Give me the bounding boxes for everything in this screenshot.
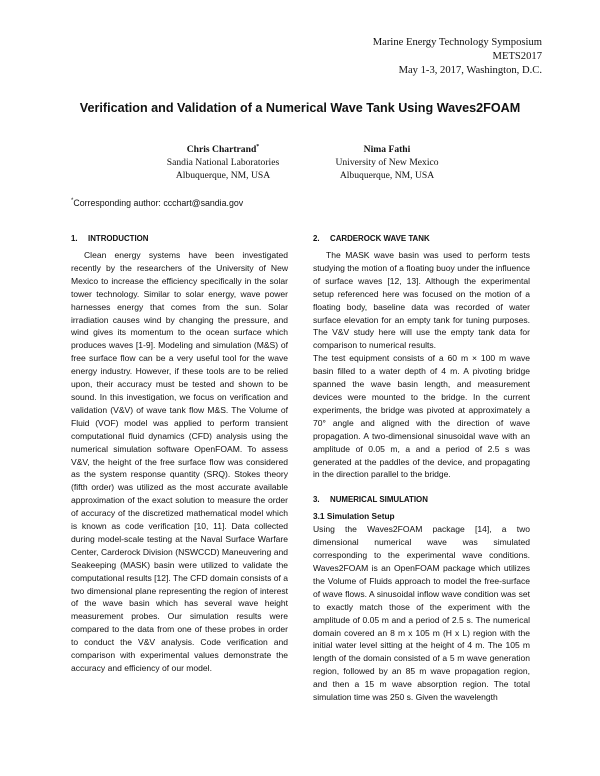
author-affiliation: University of New Mexico xyxy=(335,157,439,169)
section-heading-introduction xyxy=(71,233,288,246)
carderock-paragraph-2: The test equipment consists of a 60 m × 100 m wave basin filled to a water depth of 4 m. A pivoting bridge spanned the wave basin length, and measurement devices were mounted to the bridge. In the current experiments, the bridge was pivoted at approximately a 70° angle and aligned with the direction of wave propagation. A two-dimensional sinusoidal wave with an amplitude of 0.05 m, a and a period of 2.5 s was generated at the paddles of the device, and propagating in the direction parallel to the bridge. xyxy=(313,353,530,480)
paper-title: Verification and Validation of a Numerical Wave Tank Using Waves2FOAM xyxy=(79,101,521,115)
conference-acronym: METS2017 xyxy=(492,51,542,63)
carderock-paragraph-1: The MASK wave basin was used to perform tests studying the motion of a floating buoy under the influence of surface waves [12, 13]. Although the experimental setup referenced here was focused on the motion of a floating body, baseline data was recorded of water surface elevation for an empty tank for tuning purposes. The V&V study here will use the empty tank data for comparison to numerical results. xyxy=(313,250,530,351)
section-title: CARDEROCK WAVE TANK xyxy=(330,234,430,243)
corresponding-text: Corresponding author: ccchart@sandia.gov xyxy=(73,198,244,208)
author-location: Albuquerque, NM, USA xyxy=(175,170,271,182)
section-number: 1. xyxy=(71,234,78,243)
section-number: 2. xyxy=(313,234,320,243)
section-heading-carderock xyxy=(313,233,530,246)
author-name: Nima Fathi xyxy=(363,144,411,156)
numerical-paragraph: Using the Waves2FOAM package [14], a two dimensional numerical wave was simulated corresponding to the experimental wave conditions. Waves2FOAM is an OpenFOAM package which utilizes the Volume of Fluids approach to model the free-surface of wave flows. A sinusoidal inflow wave condition was set to exactly match those of the experiment with the amplitude of 0.05 m and a period of 2.5 s. The numerical domain covered an 8 m x 105 m (H x L) region with the initial water level sitting at the height of 4 m. The 105 m length of the domain consisted of a 5 m wave generation region, followed by an 85 m wave propagation region, and then a 15 m wave absorption region. The total simulation time was 250 s. Given the wavelength xyxy=(313,524,530,703)
author-block-1 xyxy=(132,141,314,182)
section-number: 3. xyxy=(313,495,320,505)
introduction-paragraph: Clean energy systems have been investigated recently by the researchers of the University of New Mexico to increase the efficiency specifically in the solar tower technology. Similar to solar energy, wave power harnesses energy that comes from the sun. Solar irradiation causes wind by changing the pressure, and wind gives its momentum to the ocean surface which produces waves [1-9]. Modeling and simulation (M&S) of free surface flow can be a very useful tool for the wave energy industry. However, if these tools are to be relied upon, their accuracy must be tested and shown to be sound. In this investigation, we focus on verification and validation (V&V) of wave tank flow M&S. The Volume of Fluid (VOF) model was applied to perform transient computational fluid dynamics (CFD) analysis using the numerical simulation software OpenFOAM. To assess V&V, the height of the free surface flow was considered as the system response quantity (SRQ). Stokes theory (fifth order) was utilized as the most accurate available approximation of the exact solution to measure the order of accuracy of the discretized mathematical model which is known as code verification [10, 11]. Data collected during model-scale testing at the Naval Surface Warfare Center, Carderock Division (NSWCCD) Maneuvering and Seakeeping (MASK) basin were utilized to validate the computational results [12]. The CFD domain consists of a two dimensional plane representing the region of interest of the wave basin which has several wave height measurement probes. Our simulation results were compared to the data from one of these probes in order to conduct the V&V analysis. Code verification and comparison with experimental values demonstrate the accuracy and efficiency of our model. xyxy=(71,250,288,673)
section-title: INTRODUCTION xyxy=(88,234,149,243)
author-affiliation: Sandia National Laboratories xyxy=(166,157,280,169)
corresponding-author-note xyxy=(71,198,243,208)
author-name: Chris Chartrand xyxy=(186,144,257,156)
right-column xyxy=(313,233,530,704)
subsection-heading: 3.1 Simulation Setup xyxy=(313,511,395,522)
conference-header xyxy=(373,36,542,79)
left-column xyxy=(71,233,288,675)
author-mark: * xyxy=(256,144,260,150)
author-block-2 xyxy=(318,141,456,182)
conference-name: Marine Energy Technology Symposium xyxy=(372,37,542,48)
section-heading-numerical xyxy=(313,494,530,507)
author-location: Albuquerque, NM, USA xyxy=(339,170,435,182)
corresponding-mark: * xyxy=(71,198,74,205)
conference-date-location: May 1-3, 2017, Washington, D.C. xyxy=(398,65,542,77)
section-title: NUMERICAL SIMULATION xyxy=(330,495,428,505)
